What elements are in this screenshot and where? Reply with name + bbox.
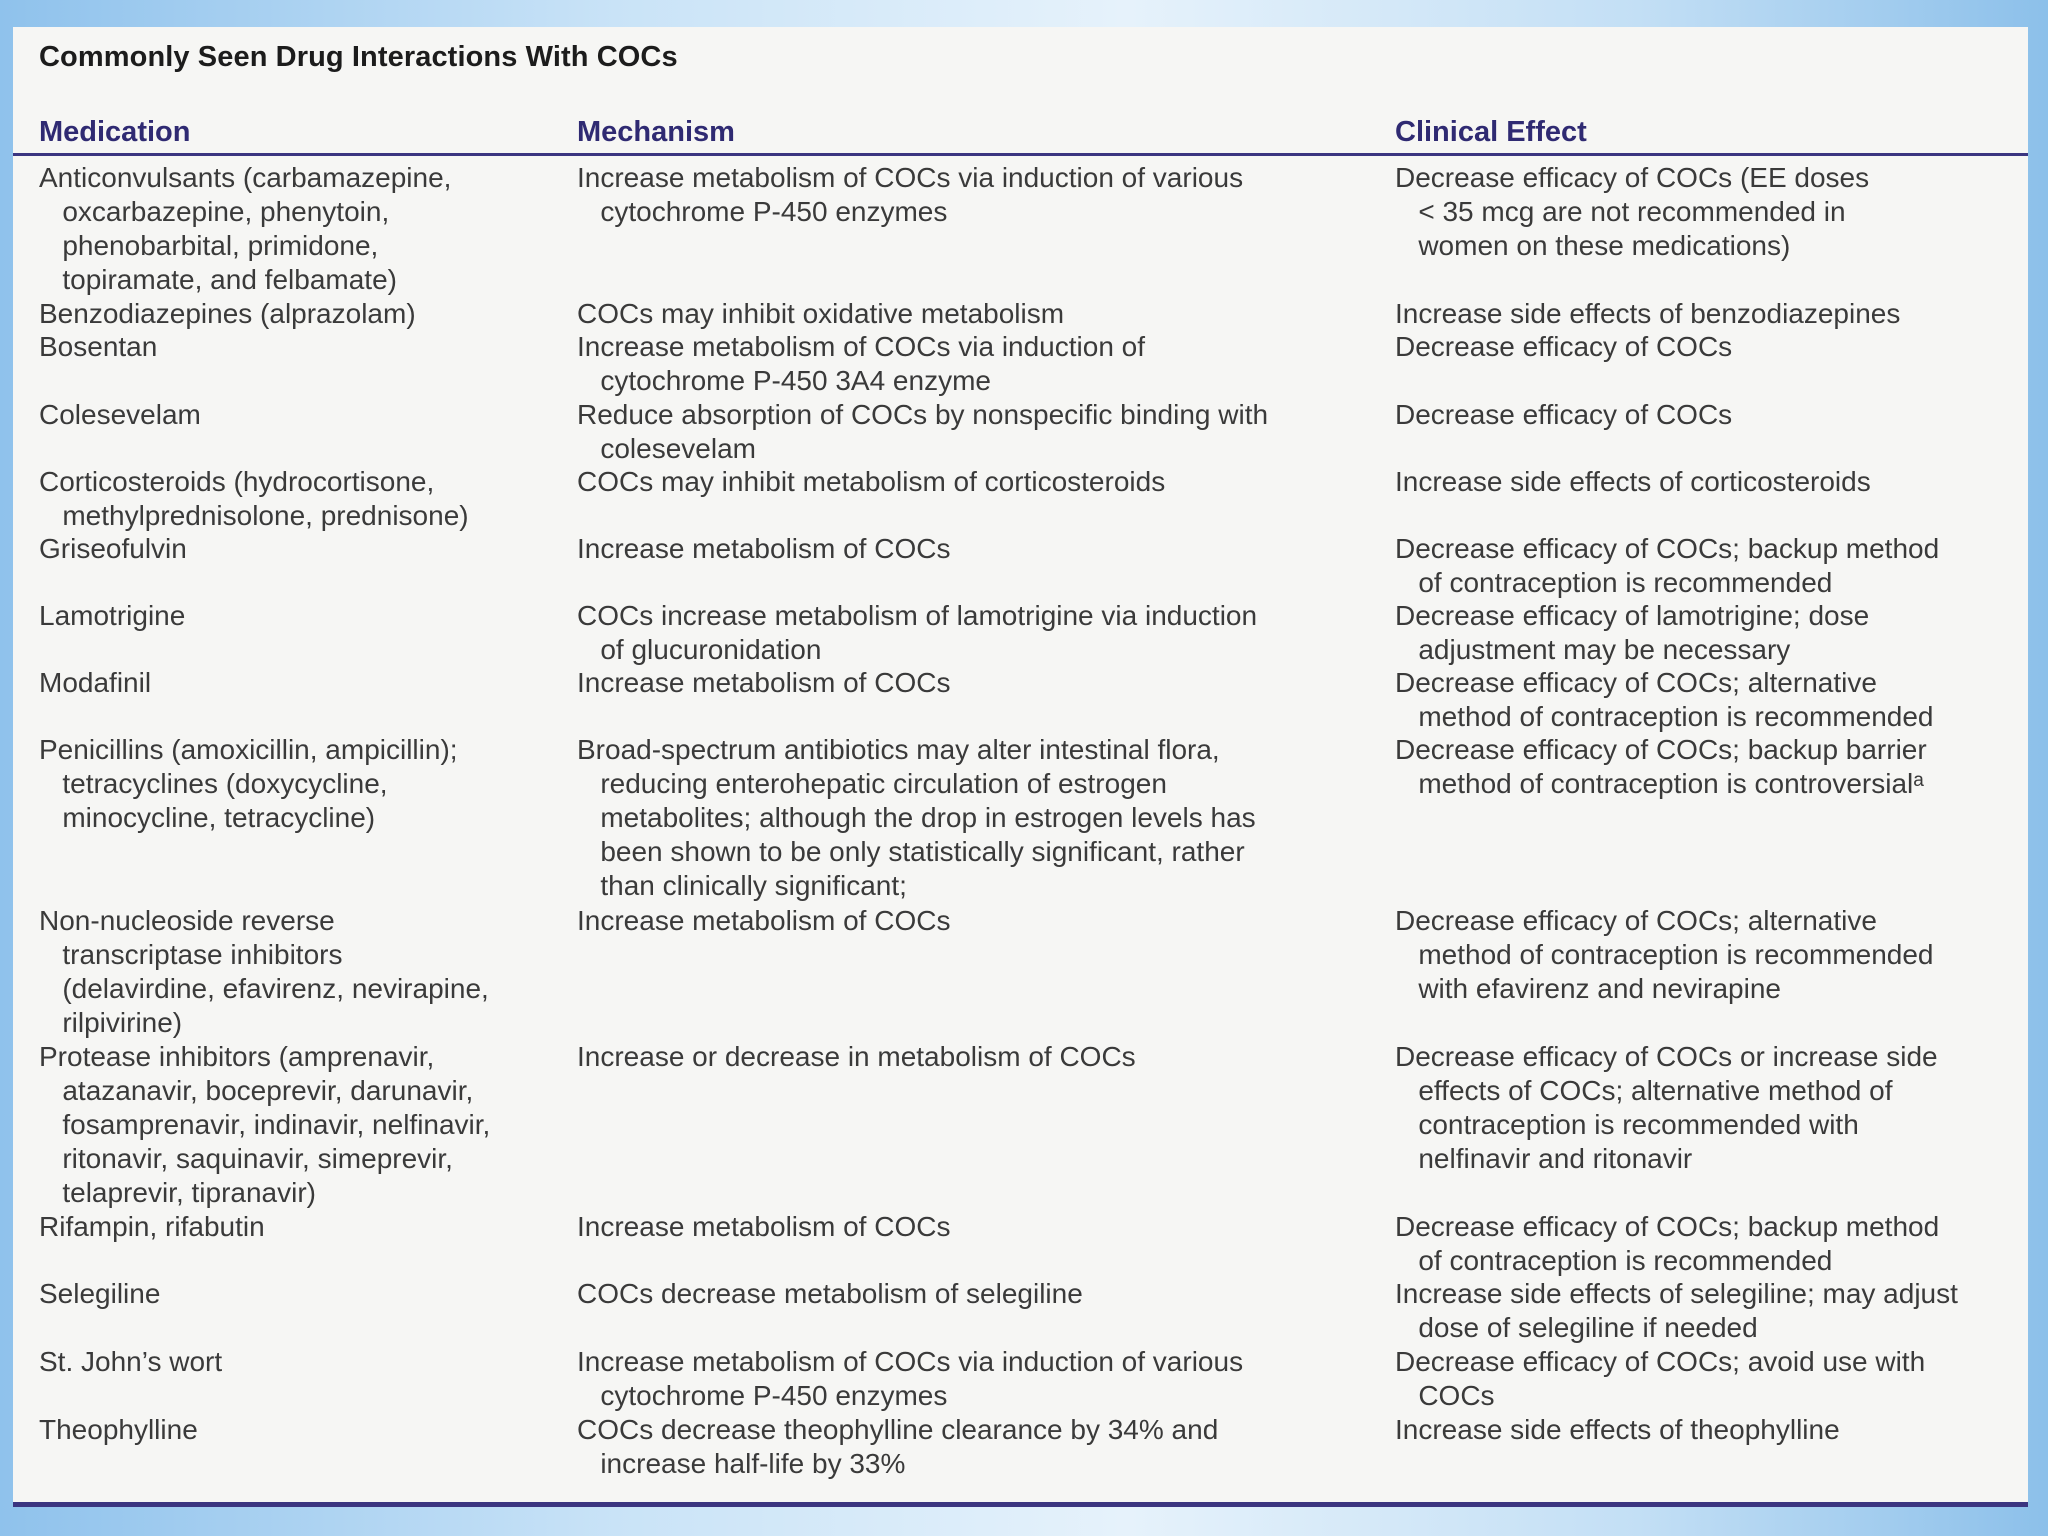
header-mechanism: Mechanism: [577, 116, 735, 148]
cell-mechanism: Increase metabolism of COCs: [577, 1211, 951, 1242]
table-body: [13, 161, 2028, 1499]
cell-clinical-effect: Increase side effects of theophylline: [1395, 1414, 1840, 1445]
header-clinical-effect: Clinical Effect: [1395, 116, 1587, 148]
cell-mechanism: COCs may inhibit metabolism of corticosteroids: [577, 466, 1166, 497]
cell-medication: Modafinil: [39, 667, 152, 698]
cell-clinical-effect: Increase side effects of benzodiazepines: [1395, 298, 1901, 329]
cell-clinical-effect: Decrease efficacy of COCs: [1395, 399, 1733, 430]
cell-medication: Rifampin, rifabutin: [39, 1211, 265, 1242]
cell-medication: Griseofulvin: [39, 533, 187, 564]
cell-medication: Penicillins (amoxicillin, ampicillin); tetracyclines (doxycycline, minocycline, tetracycline): [39, 734, 458, 833]
cell-clinical-effect: Decrease efficacy of COCs or increase side effects of COCs; alternative method of contraception is recommended with nelfinavir and ritonavir: [1395, 1041, 1938, 1174]
cell-mechanism: Increase metabolism of COCs via induction of cytochrome P-450 3A4 enzyme: [577, 331, 1146, 396]
cell-mechanism: Increase metabolism of COCs: [577, 533, 951, 564]
cell-clinical-effect: Increase side effects of selegiline; may adjust dose of selegiline if needed: [1395, 1278, 1958, 1343]
cell-clinical-effect: Decrease efficacy of COCs; backup method of contraception is recommended: [1395, 1211, 1940, 1276]
table-title: Commonly Seen Drug Interactions With COCs: [39, 41, 678, 73]
header-rule: [13, 153, 2028, 156]
cell-mechanism: Reduce absorption of COCs by nonspecific binding with colesevelam: [577, 399, 1269, 464]
header-medication: Medication: [39, 116, 191, 148]
cell-medication: Bosentan: [39, 331, 158, 362]
cell-medication: Non-nucleoside reverse transcriptase inhibitors (delavirdine, efavirenz, nevirapine, rilpivirine): [39, 905, 489, 1038]
cell-mechanism: Broad-spectrum antibiotics may alter intestinal flora, reducing enterohepatic circulation of estrogen metabolites; although the drop in estrogen levels has been shown to be only statistically significant, rather than clinically significant;: [577, 734, 1256, 901]
cell-clinical-effect: Decrease efficacy of lamotrigine; dose adjustment may be necessary: [1395, 600, 1870, 665]
cell-mechanism: Increase metabolism of COCs via induction of various cytochrome P-450 enzymes: [577, 1346, 1244, 1411]
cell-medication: Colesevelam: [39, 399, 201, 430]
cell-clinical-effect: Decrease efficacy of COCs; backup method of contraception is recommended: [1395, 533, 1940, 598]
cell-mechanism: Increase metabolism of COCs: [577, 667, 951, 698]
cell-mechanism: Increase metabolism of COCs: [577, 905, 951, 936]
cell-medication: Protease inhibitors (amprenavir, atazanavir, boceprevir, darunavir, fosamprenavir, indinavir, nelfinavir, ritonavir, saquinavir, simeprevir, telaprevir, tipranavir): [39, 1041, 491, 1208]
cell-medication: Lamotrigine: [39, 600, 186, 631]
cell-clinical-effect: Decrease efficacy of COCs: [1395, 331, 1733, 362]
cell-medication: Theophylline: [39, 1414, 198, 1445]
cell-clinical-effect: Decrease efficacy of COCs; alternative method of contraception is recommended: [1395, 667, 1934, 732]
cell-mechanism: Increase or decrease in metabolism of COCs: [577, 1041, 1136, 1072]
bottom-decor-band: [0, 1508, 2048, 1536]
cell-clinical-effect: Decrease efficacy of COCs (EE doses < 35 mcg are not recommended in women on these medications): [1395, 162, 1870, 261]
cell-medication: Corticosteroids (hydrocortisone, methylprednisolone, prednisone): [39, 466, 469, 531]
cell-mechanism: COCs may inhibit oxidative metabolism: [577, 298, 1065, 329]
cell-medication: Benzodiazepines (alprazolam): [39, 298, 416, 329]
cell-clinical-effect: Increase side effects of corticosteroids: [1395, 466, 1871, 497]
footer-rule: [13, 1502, 2028, 1507]
cell-clinical-effect: Decrease efficacy of COCs; avoid use with COCs: [1395, 1346, 1926, 1411]
cell-mechanism: COCs decrease metabolism of selegiline: [577, 1278, 1083, 1309]
cell-mechanism: COCs increase metabolism of lamotrigine via induction of glucuronidation: [577, 600, 1258, 665]
slide-panel: [13, 27, 2028, 1507]
cell-clinical-effect: Decrease efficacy of COCs; alternative method of contraception is recommended with efavirenz and nevirapine: [1395, 905, 1934, 1004]
cell-medication: St. John’s wort: [39, 1346, 223, 1377]
cell-medication: Selegiline: [39, 1278, 161, 1309]
cell-medication: Anticonvulsants (carbamazepine, oxcarbazepine, phenytoin, phenobarbital, primidone, topiramate, and felbamate): [39, 162, 452, 295]
cell-clinical-effect: Decrease efficacy of COCs; backup barrier method of contraception is controversialᵃ: [1395, 734, 1927, 799]
cell-mechanism: Increase metabolism of COCs via induction of various cytochrome P-450 enzymes: [577, 162, 1244, 227]
cell-mechanism: COCs decrease theophylline clearance by 34% and increase half-life by 33%: [577, 1414, 1219, 1479]
